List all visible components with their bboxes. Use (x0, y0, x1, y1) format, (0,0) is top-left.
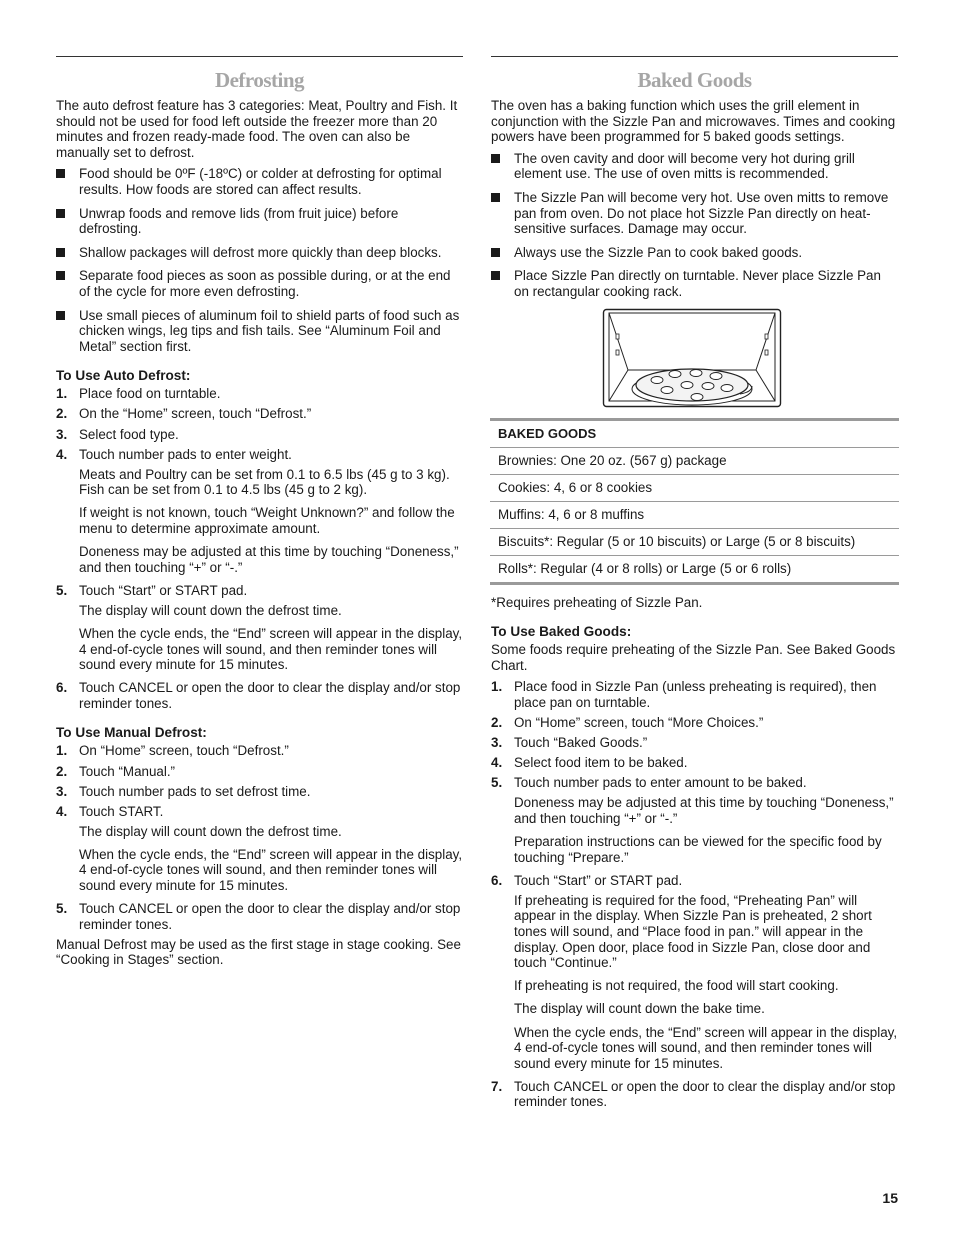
table-row (490, 501, 899, 528)
step-note: The display will count down the bake time. (514, 1001, 765, 1017)
step-note: Doneness may be adjusted at this time by touching “Doneness,” and then touching “+” or “-.” (514, 795, 894, 826)
table-header-row (490, 419, 899, 447)
step-item: 5. Touch “Start” or START pad. (56, 582, 248, 598)
table-footnote: *Requires preheating of Sizzle Pan. (491, 594, 703, 610)
bullet-item: Unwrap foods and remove lids (from fruit juice) before defrosting. (56, 206, 463, 237)
step-item: 4. Select food item to be baked. (491, 755, 688, 771)
closing-paragraph: Manual Defrost may be used as the first stage in stage cooking. See “Cooking in Stages” section. (56, 936, 461, 968)
step-item: 2. On the “Home” screen, touch “Defrost.” (56, 406, 312, 422)
table-row (490, 474, 899, 501)
step-note: When the cycle ends, the “End” screen will appear in the display, 4 end-of-cycle tones will sound, and then reminder tones will sound every minute for 15 minutes. (514, 1024, 898, 1071)
bullet-item: Place Sizzle Pan directly on turntable. Never place Sizzle Pan on rectangular cooking rack. (491, 268, 898, 299)
step-note: The display will count down the defrost time. (79, 602, 342, 618)
subsection-heading: To Use Auto Defrost: (56, 368, 191, 384)
step-note: Meats and Poultry can be set from 0.1 to 6.5 lbs (45 g to 3 kg). Fish can be set from 0.1 to 4.5 lbs (45 g to 2 kg). (79, 466, 450, 498)
square-bullet-icon (491, 271, 500, 280)
step-note: The display will count down the defrost time. (79, 823, 342, 839)
table-cell: Brownies: One 20 oz. (567 g) package (490, 447, 899, 474)
subsection-heading: To Use Manual Defrost: (56, 725, 207, 741)
bullet-item: Use small pieces of aluminum foil to shield parts of food such as chicken wings, leg tips and fish tails. See “Aluminum Foil and Metal” section first. (56, 308, 463, 355)
bullet-item: Food should be 0ºF (-18ºC) or colder at defrosting for optimal results. How foods are stored can affect results. (56, 166, 463, 197)
table-cell: Biscuits*: Regular (5 or 10 biscuits) or Large (5 or 8 biscuits) (490, 528, 899, 555)
step-item: 1. On “Home” screen, touch “Defrost.” (56, 743, 289, 759)
square-bullet-icon (56, 311, 65, 320)
step-item: 2. On “Home” screen, touch “More Choices.” (491, 715, 764, 730)
step-item: 6. Touch “Start” or START pad. (491, 872, 683, 888)
step-item: 2. Touch “Manual.” (56, 763, 176, 779)
step-note: Preparation instructions can be viewed for the specific food by touching “Prepare.” (514, 834, 882, 865)
square-bullet-icon (56, 169, 65, 178)
step-item: 5. Touch number pads to enter amount to be baked. (491, 775, 807, 791)
page-number: 15 (882, 1190, 898, 1206)
step-item: 7. Touch CANCEL or open the door to clear the display and/or stop reminder tones. (491, 1078, 896, 1110)
step-note: If weight is not known, touch “Weight Unknown?” and follow the menu to determine approximate amount. (79, 505, 455, 536)
intro-paragraph: The auto defrost feature has 3 categories: Meat, Poultry and Fish. It should not be used for food left outside the freezer more than 20 minutes and frozen ready-made food. The oven can also be manually set to defrost. (56, 98, 458, 160)
square-bullet-icon (491, 154, 500, 163)
table-row (490, 528, 899, 555)
step-note: If preheating is required for the food, “Preheating Pan” will appear in the display. When Sizzle Pan is preheated, 2 short tones will sound, and “Place food in pan.” will appear in the display. Open door, place food in Sizzle Pan, close door and touch “Continue.” (514, 892, 872, 971)
step-item: 5. Touch CANCEL or open the door to clear the display and/or stop reminder tones. (56, 901, 461, 932)
step-note: When the cycle ends, the “End” screen will appear in the display, 4 end-of-cycle tones will sound, and then reminder tones will sound every minute for 15 minutes. (79, 625, 463, 673)
step-item: 4. Touch number pads to enter weight. (56, 446, 292, 462)
baked-goods-table (490, 418, 899, 585)
defrosting-column (56, 56, 463, 974)
step-item: 3. Touch “Baked Goods.” (491, 735, 648, 751)
bullet-item: Separate food pieces as soon as possible during, or at the end of the cycle for more even defrosting. (56, 268, 463, 299)
step-note: Doneness may be adjusted at this time by touching “Doneness,” and then touching “+” or “-.” (79, 544, 459, 575)
intro-paragraph: The oven has a baking function which uses the grill element in conjunction with the Sizzle Pan and microwaves. Times and cooking powers have been programmed for 5 baked goods settings. (491, 98, 896, 145)
subsection-intro: Some foods require preheating of the Sizzle Pan. See Baked Goods Chart. (491, 642, 896, 673)
square-bullet-icon (56, 271, 65, 280)
bullet-item: The oven cavity and door will become very hot during grill element use. The use of oven mitts is recommended. (491, 151, 898, 182)
subsection-heading: To Use Baked Goods: (491, 624, 632, 640)
step-note: If preheating is not required, the food will start cooking. (514, 978, 839, 994)
square-bullet-icon (56, 248, 65, 257)
oven-sizzle-pan-illustration (602, 308, 782, 408)
bullet-item: Shallow packages will defrost more quickly than deep blocks. (56, 245, 463, 261)
table-row (490, 555, 899, 583)
step-item: 6. Touch CANCEL or open the door to clear the display and/or stop reminder tones. (56, 680, 461, 711)
top-rule (491, 56, 898, 57)
section-title: Baked Goods (637, 68, 752, 92)
section-title: Defrosting (214, 68, 305, 92)
step-item: 1. Place food on turntable. (56, 386, 221, 402)
baked-goods-column (491, 56, 898, 1114)
bullet-item: The Sizzle Pan will become very hot. Use oven mitts to remove pan from oven. Do not place hot Sizzle Pan directly on heat-sensitive surfaces. Damage may occur. (491, 190, 898, 237)
step-item: 4. Touch START. (56, 803, 164, 819)
step-note: When the cycle ends, the “End” screen will appear in the display, 4 end-of-cycle tones will sound, and then reminder tones will sound every minute for 15 minutes. (79, 846, 463, 894)
bullet-item: Always use the Sizzle Pan to cook baked goods. (491, 245, 898, 261)
table-row (490, 447, 899, 474)
square-bullet-icon (491, 193, 500, 202)
table-cell: Muffins: 4, 6 or 8 muffins (490, 501, 899, 528)
step-item: 1. Place food in Sizzle Pan (unless preheating is required), then place pan on turntable. (491, 679, 877, 710)
table-cell: Rolls*: Regular (4 or 8 rolls) or Large (5 or 6 rolls) (490, 555, 899, 583)
step-item: 3. Select food type. (56, 426, 179, 442)
oven-cavity-icon (602, 308, 782, 408)
table-header: BAKED GOODS (490, 419, 899, 447)
table-cell: Cookies: 4, 6 or 8 cookies (490, 474, 899, 501)
square-bullet-icon (491, 248, 500, 257)
top-rule (56, 56, 463, 57)
step-item: 3. Touch number pads to set defrost time. (56, 783, 311, 799)
square-bullet-icon (56, 209, 65, 218)
